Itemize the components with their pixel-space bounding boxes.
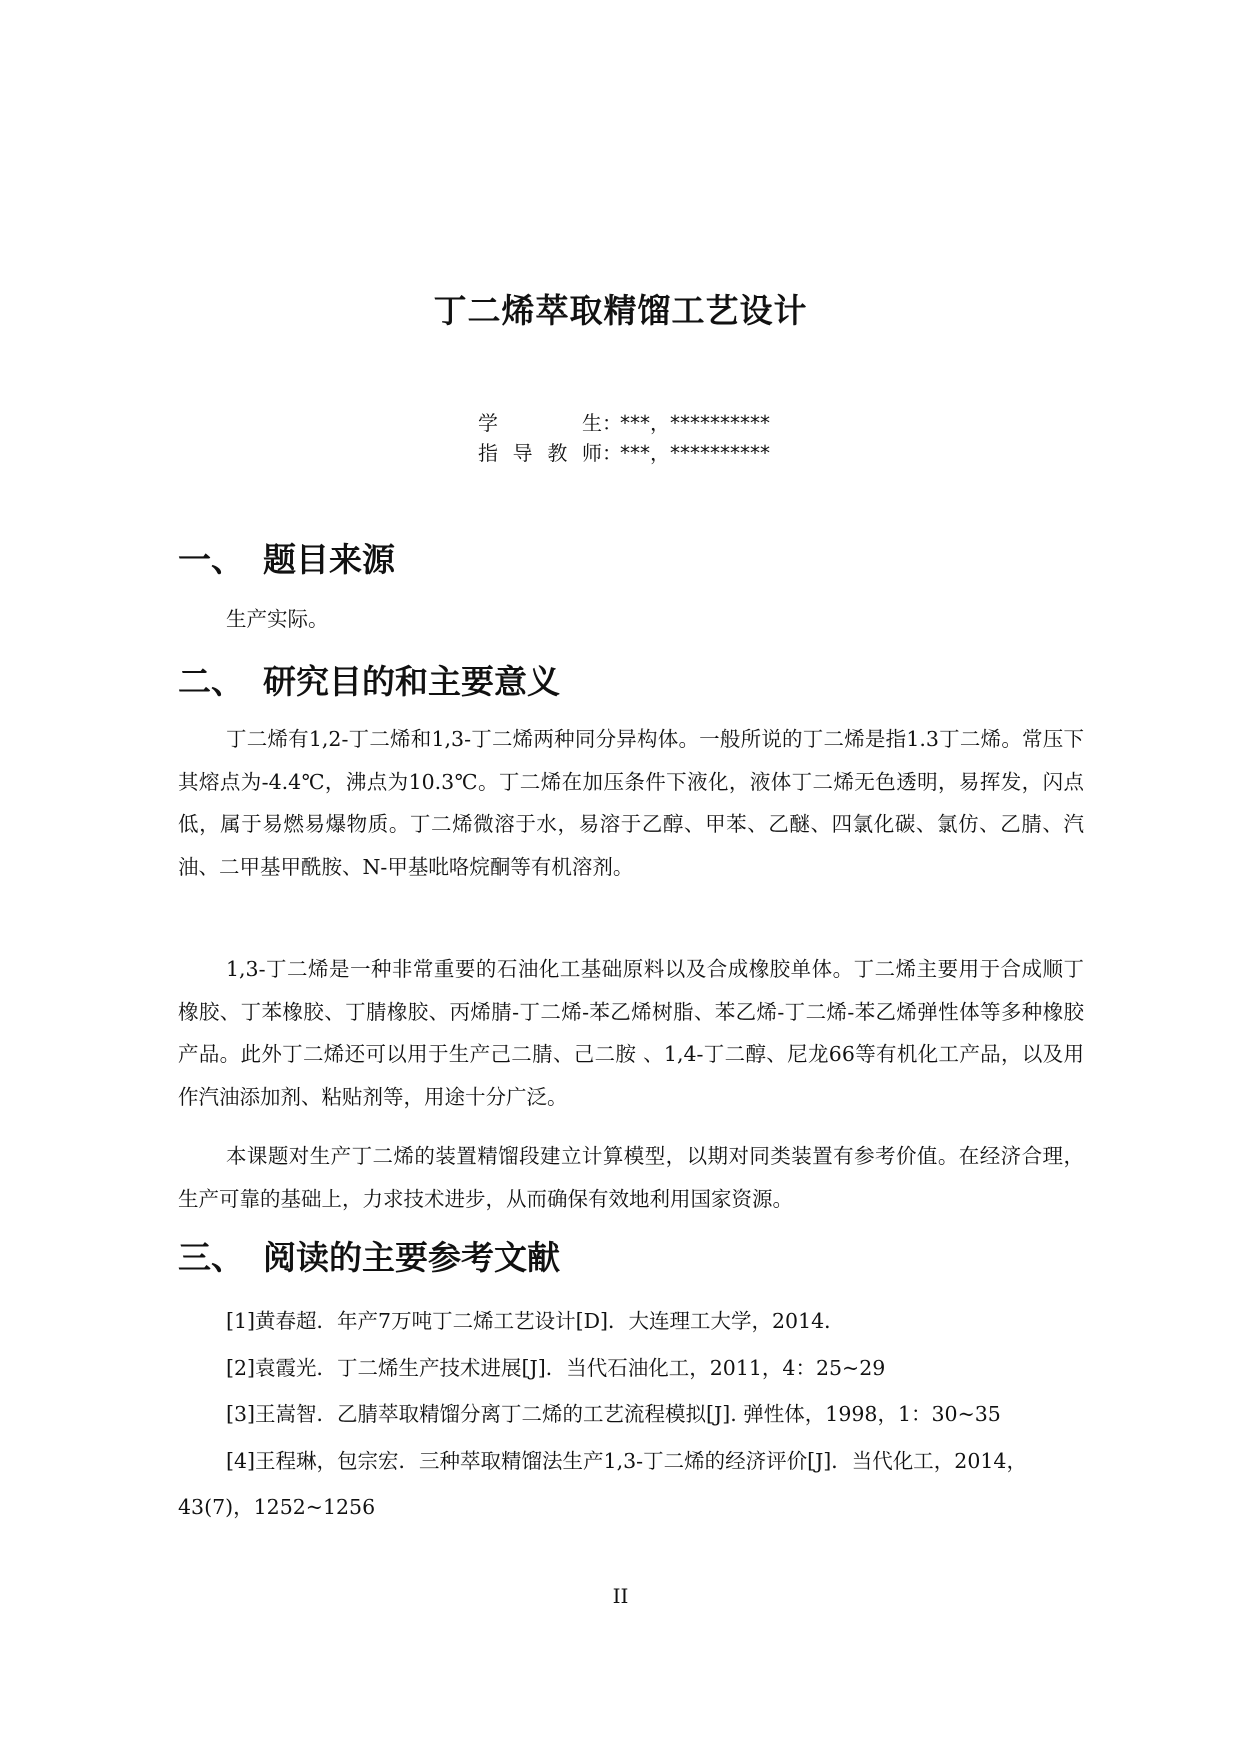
student-value: ***，**********	[620, 411, 770, 435]
section-heading-purpose	[178, 656, 560, 703]
student-colon: ：	[602, 411, 622, 435]
author-info	[478, 408, 770, 468]
reference-item: [3]王嵩智．乙腈萃取精馏分离丁二烯的工艺流程模拟[J]. 弹性体，1998，1：30~35	[226, 1402, 1001, 1426]
section-title: 研究目的和主要意义	[263, 662, 560, 701]
paragraph: 丁二烯有1,2-丁二烯和1,3-丁二烯两种同分异构体。一般所说的丁二烯是指1.3丁二烯。常压下其熔点为-4.4℃，沸点为10.3℃。丁二烯在加压条件下液化，液体丁二烯无色透明，易挥发，闪点低，属于易燃易爆物质。丁二烯微溶于水，易溶于乙醇、甲苯、乙醚、四氯化碳、氯仿、乙腈、汽油、二甲基甲酰胺、N-甲基吡咯烷酮等有机溶剂。	[178, 727, 1084, 879]
student-row	[478, 408, 770, 438]
paragraph: 生产实际。	[226, 607, 329, 631]
section-title: 题目来源	[263, 540, 395, 579]
reference-item: [1]黄春超．年产7万吨丁二烯工艺设计[D]．大连理工大学，2014．	[226, 1309, 845, 1333]
document-title: 丁二烯萃取精馏工艺设计	[433, 291, 808, 330]
paragraph: 本课题对生产丁二烯的装置精馏段建立计算模型，以期对同类装置有参考价值。在经济合理，生产可靠的基础上，力求技术进步，从而确保有效地利用国家资源。	[178, 1144, 1084, 1211]
advisor-row	[478, 438, 770, 468]
student-label: 学生	[478, 411, 602, 435]
section-number: 一、	[178, 540, 244, 579]
section-title: 阅读的主要参考文献	[263, 1238, 560, 1277]
paragraph: 1,3-丁二烯是一种非常重要的石油化工基础原料以及合成橡胶单体。丁二烯主要用于合成顺丁橡胶、丁苯橡胶、丁腈橡胶、丙烯腈-丁二烯-苯乙烯树脂、苯乙烯-丁二烯-苯乙烯弹性体等多种橡胶产品。此外丁二烯还可以用于生产己二腈、己二胺 、1,4-丁二醇、尼龙66等有机化工产品，以及用作汽油添加剂、粘贴剂等，用途十分广泛。	[178, 957, 1084, 1109]
reference-item: [2]袁霞光．丁二烯生产技术进展[J]．当代石油化工，2011，4：25~29	[226, 1355, 886, 1380]
section-number: 二、	[178, 662, 244, 701]
advisor-value: ***，**********	[620, 441, 770, 465]
reference-item: [4]王程琳，包宗宏．三种萃取精馏法生产1,3-丁二烯的经济评价[J]．当代化工，2014，43(7)，1252~1256	[178, 1448, 1027, 1519]
advisor-colon: ：	[602, 441, 622, 465]
page-number: II	[612, 1584, 629, 1608]
advisor-label: 指导教师	[478, 441, 602, 465]
section-number: 三、	[178, 1238, 244, 1277]
section-heading-references	[178, 1232, 560, 1279]
section-heading-topic-source	[178, 534, 395, 581]
reference-list	[178, 1298, 1084, 1531]
